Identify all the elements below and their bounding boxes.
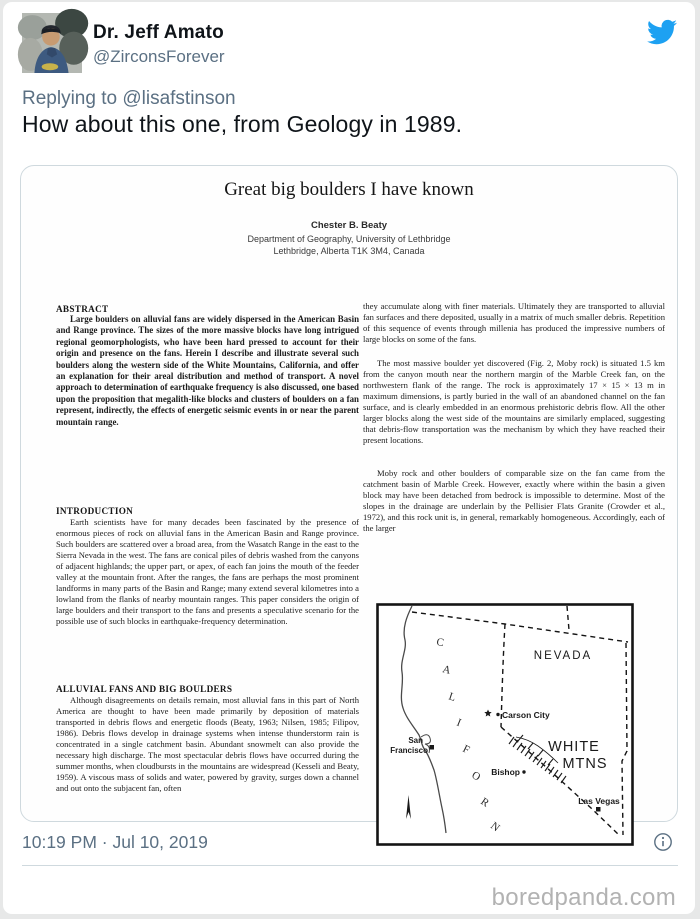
map-san-francisco-marker xyxy=(430,745,435,750)
map-label-san-francisco-1: San xyxy=(408,736,423,745)
introduction-paragraph: Earth scientists have for many decades been fascinated by the presence of enormous pieces of rock on alluvial fans in the American Basin and Range province. Such boulders are scattered over a broad area, from the Wasatch Range in the east to the Sierra Nevada in the west. The fans are conical piles of debris washed from the canyons of adjacent highlands; the upper part, or apex, of each fan joins the mouth of the feeder valley at the mountain front. After the ranges, the fans are perhaps the most prominent landforms in many parts of the Basin and Range; many extend several kilometres into a lowland from the flanks of nearby mountain ranges. This paper considers the origin of large boulders and their transport to the fans and presents a speculative scenario for the possible use of such blocks in earthquake-frequency determination. xyxy=(56,517,359,626)
timestamp[interactable]: 10:19 PM · Jul 10, 2019 xyxy=(22,832,208,852)
abstract-heading: ABSTRACT xyxy=(56,304,109,314)
right-column-paragraph-2: The most massive boulder yet discovered (Fig. 2, Moby rock) is situated 1.5 km from the canyon mouth near the northern margin of the Marble Creek fan, on the northwestern flank of the range. The rock is approximately 17 × 15 × 13 m in maximum dimensions, is partly buried in the wall of an abandoned channel on the fan surface, and is clearly embedded in an enormous prehistoric debris flow. All the other larger blocks along the west side of the mountains are similarly emplaced, suggesting that debris-flow transportation was the mechanism by which they have reached their present locations. xyxy=(363,358,665,445)
watermark: boredpanda.com xyxy=(491,884,676,911)
map-label-bishop: Bishop xyxy=(491,767,520,777)
replying-to-link[interactable]: Replying to @lisafstinson xyxy=(22,88,236,109)
alluvial-fans-paragraph: Although disagreements on details remain, most alluvial fans in this part of North America are thought to have been made primarily by deposition of materials transported in debris flows and energetic floods (Beaty, 1963; Nilsen, 1985; Filipov, 1986). Debris flows develop in drainage systems when intense thunderstorm rain is concentrated in a single catchment basin. Abundant snowmelt can also provide the necessary high discharge. The most spectacular debris flows have occurred during the summer months, when cloudbursts in the mountains are widespread (Kesseli and Beaty, 1959). A viscous mass of solids and water, powered by gravity, surges down a channel and out onto the subjacent fan, often xyxy=(56,695,359,793)
introduction-heading: INTRODUCTION xyxy=(56,506,134,516)
paper-title: Great big boulders I have known xyxy=(224,179,474,200)
map-label-carson-city: Carson City xyxy=(502,710,550,720)
author-handle[interactable]: @ZirconsForever xyxy=(93,47,225,66)
paper-author: Chester B. Beaty xyxy=(310,220,388,231)
location-map-figure xyxy=(376,603,634,835)
twitter-bird-icon[interactable] xyxy=(644,17,680,47)
map-label-san-francisco-2: Francisco xyxy=(390,746,428,755)
alluvial-fans-heading: ALLUVIAL FANS AND BIG BOULDERS xyxy=(56,684,233,694)
right-column-paragraph-3: Moby rock and other boulders of comparable size on the fan came from the catchment basin of Marble Creek. However, exactly where within the basin a given block may have been detached from bedrock is impossible to determine. Most of the slopes in the drainage are underlain by the Pellisier Flats Granite (Crowder et al., 1972), and this rock unit is, in general, remarkably homogeneous. Accordingly, each of the larger xyxy=(363,468,665,533)
svg-text:C: C xyxy=(435,636,445,650)
svg-text:O: O xyxy=(469,769,483,784)
svg-text:L: L xyxy=(447,690,458,704)
divider xyxy=(22,865,678,866)
paper-affiliation-line2: Lethbridge, Alberta T1K 3M4, Canada xyxy=(273,246,425,256)
abstract-paragraph: Large boulders on alluvial fans are widely dispersed in the American Basin and Range province. The sizes of the more massive blocks have long intrigued regional geomorphologists, who have been hard pressed to account for their origin and presence on the fans. Herein I describe and illustrate several such boulders along the western side of the White Mountains, California, and offer an explanation for their areal distribution and method of transport. A novel approach to determination of earthquake frequency is also discussed, one based upon the proposition that megalith-like blocks and clusters of boulders on a fan represent, indirectly, the effects of energetic seismic events in or near the parent mountain range. xyxy=(56,314,359,427)
map-bishop-dot xyxy=(522,770,525,773)
avatar[interactable] xyxy=(22,13,82,73)
paper-scan xyxy=(21,166,677,835)
svg-text:R: R xyxy=(478,795,492,810)
paper-affiliation-line1: Department of Geography, University of Lethbridge xyxy=(247,234,451,244)
author-name[interactable]: Dr. Jeff Amato xyxy=(93,22,224,43)
svg-text:I: I xyxy=(454,716,463,730)
tweet-card xyxy=(3,2,695,914)
svg-text:F: F xyxy=(460,742,472,757)
svg-text:A: A xyxy=(441,663,452,677)
avatar-photo xyxy=(22,13,82,73)
svg-text:N: N xyxy=(488,819,502,835)
map-label-mtns: MTNS xyxy=(562,756,608,772)
map-frame xyxy=(378,605,633,845)
map-label-white: WHITE xyxy=(548,739,600,755)
info-icon[interactable] xyxy=(653,832,673,852)
map-las-vegas-marker xyxy=(596,807,601,812)
map-label-las-vegas: Las Vegas xyxy=(578,796,620,806)
tweet-text: How about this one, from Geology in 1989. xyxy=(22,111,463,137)
embedded-paper-image[interactable] xyxy=(20,165,678,835)
right-column-paragraph-1: they accumulate along with finer materials. Ultimately they are transported to alluvial fan surfaces and there deposited, usually in a matrix of much smaller debris. Repetition of this sequence of events through millenia has produced the impressive numbers of large blocks on some of the fans. xyxy=(363,301,665,344)
map-label-nevada: NEVADA xyxy=(533,650,593,662)
map-carson-city-dot xyxy=(496,713,499,716)
